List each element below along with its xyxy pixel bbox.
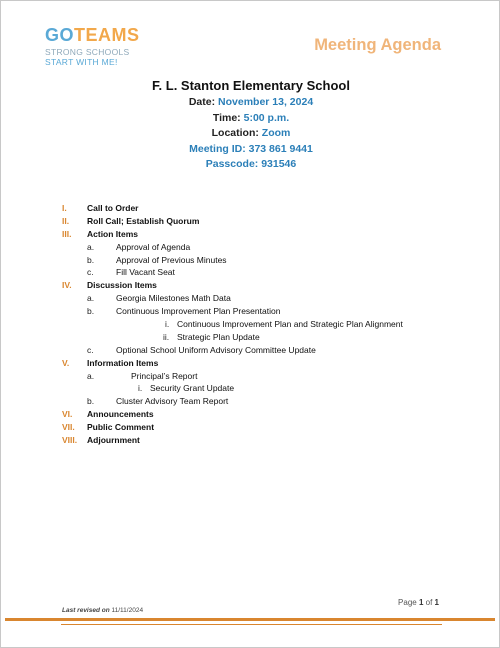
item-text: Continuous Improvement Plan Presentation bbox=[116, 306, 281, 317]
date-value: November 13, 2024 bbox=[218, 96, 314, 108]
item-letter: b. bbox=[87, 396, 95, 407]
agenda-subitem bbox=[1, 344, 500, 357]
agenda-subitem bbox=[1, 241, 500, 254]
last-revised bbox=[62, 607, 143, 614]
logo-tagline-1: STRONG SCHOOLS bbox=[45, 47, 130, 57]
item-number: V. bbox=[62, 357, 70, 368]
meeting-date bbox=[1, 95, 500, 111]
item-letter: b. bbox=[87, 254, 95, 265]
location-label: Location: bbox=[211, 127, 259, 139]
agenda-subitem bbox=[1, 266, 500, 279]
agenda-subsubitem bbox=[1, 331, 500, 344]
item-text: Principal’s Report bbox=[131, 370, 198, 381]
location-value: Zoom bbox=[261, 127, 291, 139]
item-letter: a. bbox=[87, 241, 95, 252]
agenda-subsubitem bbox=[1, 318, 500, 331]
logo-tagline-2: START WITH ME! bbox=[45, 57, 118, 67]
item-text: Cluster Advisory Team Report bbox=[116, 396, 229, 407]
revised-date: 11/11/2024 bbox=[111, 607, 144, 614]
item-roman: ii. bbox=[163, 331, 170, 342]
meeting-time bbox=[1, 111, 500, 127]
page-prefix: Page bbox=[398, 598, 417, 607]
agenda-subitem bbox=[1, 254, 500, 267]
item-number: VI. bbox=[62, 409, 73, 420]
logo-wordmark bbox=[45, 25, 140, 46]
item-text: Discussion Items bbox=[87, 280, 157, 291]
item-letter: b. bbox=[87, 306, 95, 317]
page-of: of bbox=[425, 598, 433, 607]
date-label: Date: bbox=[188, 96, 216, 108]
time-value: 5:00 p.m. bbox=[243, 111, 290, 124]
logo-teams: TEAMS bbox=[74, 25, 140, 45]
item-letter: c. bbox=[87, 267, 94, 278]
agenda-item bbox=[1, 202, 500, 215]
agenda-subitem bbox=[1, 305, 500, 318]
item-text: Public Comment bbox=[87, 422, 155, 433]
agenda-item bbox=[1, 228, 500, 241]
logo-go: GO bbox=[45, 25, 75, 45]
item-text: Approval of Previous Minutes bbox=[116, 254, 227, 265]
agenda-subitem bbox=[1, 370, 500, 383]
agenda-item bbox=[1, 408, 500, 421]
meeting-header bbox=[1, 77, 500, 173]
meeting-location bbox=[1, 126, 500, 142]
agenda-item bbox=[1, 421, 500, 434]
item-letter: a. bbox=[87, 293, 95, 304]
item-text: Optional School Uniform Advisory Committee Update bbox=[116, 344, 316, 355]
item-text: Strategic Plan Update bbox=[177, 331, 260, 342]
school-name: F. L. Stanton Elementary School bbox=[152, 78, 350, 93]
item-number: VII. bbox=[62, 422, 75, 433]
agenda-subitem bbox=[1, 395, 500, 408]
item-text: Roll Call; Establish Quorum bbox=[87, 215, 200, 226]
item-text: Fill Vacant Seat bbox=[116, 267, 175, 278]
agenda-item bbox=[1, 279, 500, 292]
item-text: Georgia Milestones Math Data bbox=[116, 293, 231, 304]
item-roman: i. bbox=[138, 383, 143, 394]
agenda-item bbox=[1, 357, 500, 370]
page-total: 1 bbox=[434, 598, 439, 607]
item-text: Approval of Agenda bbox=[116, 241, 191, 252]
item-text: Announcements bbox=[87, 409, 154, 420]
item-text: Action Items bbox=[87, 228, 139, 239]
meeting-passcode: Passcode: 931546 bbox=[205, 158, 297, 170]
footer-rule-thick bbox=[61, 618, 442, 621]
item-text: Adjournment bbox=[87, 435, 140, 446]
item-text: Continuous Improvement Plan and Strategic Plan Alignment bbox=[177, 319, 403, 330]
agenda-item bbox=[1, 215, 500, 228]
item-text: Security Grant Update bbox=[150, 383, 235, 394]
item-roman: i. bbox=[165, 319, 170, 330]
item-number: IV. bbox=[62, 280, 72, 291]
footer-rule-right bbox=[442, 618, 495, 621]
time-label: Time: bbox=[212, 111, 241, 124]
agenda-subsubitem bbox=[1, 382, 500, 395]
item-number: III. bbox=[62, 228, 72, 239]
agenda-item bbox=[1, 434, 500, 447]
footer-rule-thin bbox=[61, 624, 442, 625]
agenda-subitem bbox=[1, 292, 500, 305]
item-text: Information Items bbox=[87, 357, 159, 368]
page-current: 1 bbox=[418, 598, 424, 607]
agenda-list bbox=[1, 202, 500, 447]
item-number: VIII. bbox=[62, 435, 78, 446]
item-letter: a. bbox=[87, 370, 95, 381]
item-number: I. bbox=[62, 203, 67, 213]
meeting-id: Meeting ID: 373 861 9441 bbox=[189, 142, 313, 155]
goteams-logo bbox=[45, 25, 140, 67]
page-number bbox=[398, 598, 439, 607]
item-letter: c. bbox=[87, 344, 94, 355]
document-type-label: Meeting Agenda bbox=[314, 36, 441, 54]
footer-rule-left bbox=[5, 618, 61, 621]
revised-label: Last revised on bbox=[62, 607, 110, 614]
item-number: II. bbox=[62, 215, 70, 226]
item-text: Call to Order bbox=[87, 203, 139, 213]
